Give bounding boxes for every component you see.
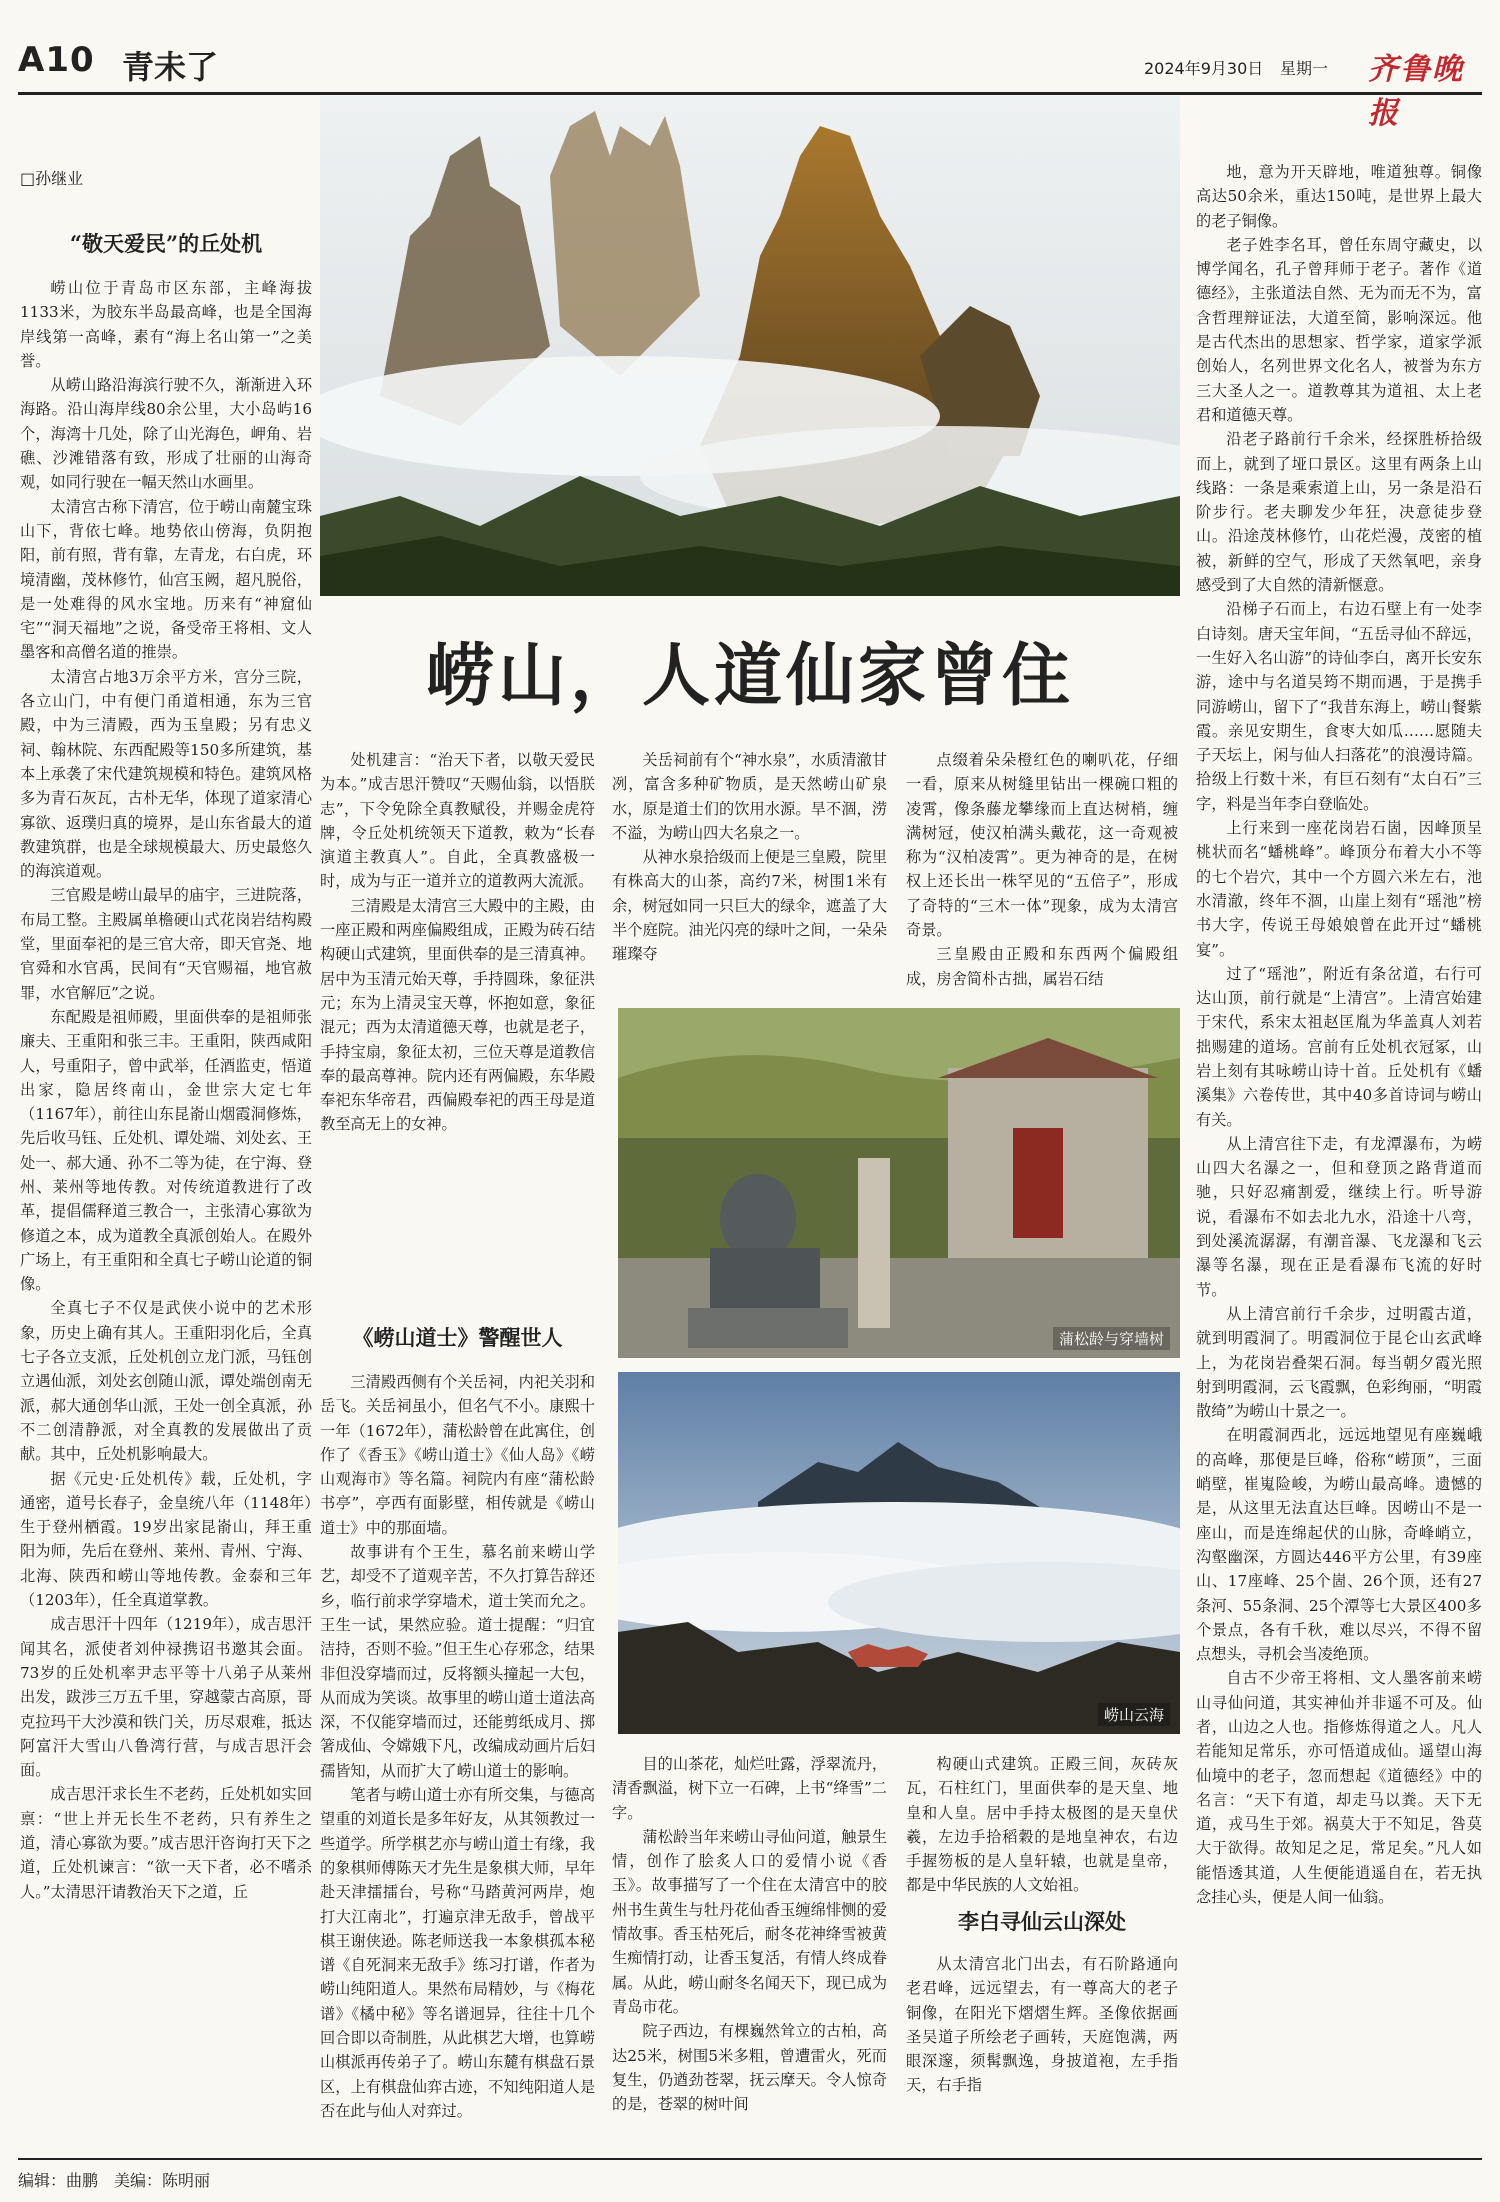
- paragraph: 三官殿是崂山最早的庙宇，三进院落，布局工整。主殿属单檐硬山式花岗岩结构殿堂，里面奉祀的是三官大帝，即天官尧、地官舜和水官禹，民间有“天官赐福，地官赦罪，水官解厄”之说。: [20, 886, 312, 1002]
- paragraph: 关岳祠前有个“神水泉”，水质清澈甘冽，富含多种矿物质，是天然崂山矿泉水，原是道士们的饮用水源。旱不涸，涝不溢，为崂山四大名泉之一。: [612, 751, 887, 842]
- paragraph: 成吉思汗十四年（1219年），成吉思汗闻其名，派使者刘仲禄携诏书邀其会面。73岁的丘处机率尹志平等十八弟子从莱州出发，跋涉三万五千里，穿越蒙古高原，哥克拉玛干大沙漠和铁门关，历尽艰难，抵达阿富汗大雪山八鲁湾行营，与成吉思汗会面。: [20, 1615, 312, 1780]
- section-heading-qiuchuji: “敬天爱民”的丘处机: [69, 231, 263, 256]
- column-2b-text: [320, 1370, 595, 2148]
- masthead-logo: 齐鲁晚报: [1368, 52, 1464, 131]
- caption-temple: 蒲松龄与穿墙树: [1053, 1327, 1170, 1350]
- issue-weekday: 星期一: [1280, 59, 1329, 78]
- editor-credits: 编辑：曲鹏 美编：陈明丽: [18, 2171, 211, 2190]
- paragraph: 上行来到一座花岗岩石崮，因峰顶呈桃状而名“蟠桃峰”。峰顶分布着大小不等的七个岩穴，其中一个方圆六米左右，池水清澈，终年不涸，山崖上刻有“瑶池”榜书大字，传说王母娘娘曾在此开过“蟠桃宴”。: [1196, 819, 1482, 959]
- paragraph: 东配殿是祖师殿，里面供奉的是祖师张廉夫、王重阳和张三丰。王重阳，陕西咸阳人，号重阳子，曾中武举，任酒监吏，悟道出家，隐居终南山，金世宗大定七年（1167年），前往山东昆嵛山烟霞洞修炼，先后收马钰、丘处机、谭处端、刘处玄、王处一、郝大通、孙不二等为徒，在宁海、登州、莱州等地传教。对传统道教进行了改革，提倡儒释道三教合一，主张清心寡欲为修道之本，成为道教全真派创始人。在殿外广场上，有王重阳和全真七子崂山论道的铜像。: [20, 1007, 312, 1294]
- sea-of-clouds-illustration: [618, 1372, 1180, 1734]
- column-6b-text: [906, 1952, 1178, 2148]
- paragraph: 太清宫占地3万余平方米，宫分三院，各立山门，中有便门甬道相通，东为三官殿，中为三清殿，西为玉皇殿；另有忠义祠、翰林院、东西配殿等150多所建筑，基本上承袭了宋代建筑规模和特色。建筑风格多为青石灰瓦，古朴无华，体现了道家清心寡欲、返璞归真的境界，是山东省最大的道教建筑群，也是全球规模最大、历史最悠久的海滨道观。: [20, 667, 312, 881]
- paragraph: 笔者与崂山道士亦有所交集，与德高望重的刘道长是多年好友，从其领教过一些道学。所学棋艺亦与崂山道士有缘，我的象棋师傅陈天才先生是象棋大师，早年赴天津擂擂台，号称“马踏黄河两岸，炮打大江南北”，打遍京津无敌手，曾战平棋王谢侠逊。陈老师送我一本象棋孤本秘谱《自死洞来无敌手》练习打谱，作者为崂山纯阳道人。果然布局精妙，与《梅花谱》《橘中秘》等名谱迥异，往往十几个回合即以奇制胜，从此棋艺大增，也算崂山棋派再传弟子了。崂山东麓有棋盘石景区，上有棋盘仙弈古迹，不知纯阳道人是否在此与仙人对弈过。: [320, 1786, 595, 2120]
- paragraph: 沿梯子石而上，右边石壁上有一处李白诗刻。唐天宝年间，“五岳寻仙不辞远，一生好入名山游”的诗仙李白，离开长安东游，途中与名道吴筠不期而遇，于是携手同游崂山，留下了“我昔东海上，崂山餐紫霞。亲见安期生，食枣大如瓜……愿随夫子天坛上，闲与仙人扫落花”的浪漫诗篇。拾级上行数十米，有巨石刻有“太白石”三字，料是当年李白登临处。: [1196, 600, 1482, 813]
- article-headline: 崂山，人道仙家曾住: [425, 636, 1074, 716]
- section-heading-libai: 李白寻仙云山深处: [958, 1909, 1126, 1934]
- column-7-text: [1196, 160, 1482, 2148]
- column-5-text: [612, 1752, 887, 2148]
- paragraph: 故事讲有个王生，慕名前来崂山学艺，却受不了道观辛苦，不久打算告辞还乡，临行前求学穿墙术，道士笑而允之。王生一试，果然应验。道士提醒：“归宜洁持，否则不验。”但王生心存邪念，结果非但没穿墙而过，反将额头撞起一大包，从而成为笑谈。故事里的崂山道士道法高深，不仅能穿墙而过，还能剪纸成月、掷箸成仙、令嫦娥下凡，改编成动画片后妇孺皆知，从而扩大了崂山道士的影响。: [320, 1543, 595, 1780]
- column-3-text: [612, 748, 887, 1004]
- paragraph: 从崂山路沿海滨行驶不久，渐渐进入环海路。沿山海岸线80余公里，大小岛屿16个，海湾十几处，除了山光海色，岬角、岩礁、沙滩错落有致，形成了壮丽的山海奇观，如同行驶在一幅天然山水画里。: [20, 376, 312, 492]
- mountain-peaks-illustration: [320, 96, 1180, 596]
- paragraph: 蒲松龄当年来崂山寻仙问道，触景生情，创作了脍炙人口的爱情小说《香玉》。故事描写了一个住在太清宫中的胶州书生黄生与牡丹花仙香玉缠绵悱恻的爱情故事。香玉枯死后，耐冬花神绛雪被黄生痴情打动，让香玉复活，有情人终成眷属。从此，崂山耐冬名闻天下，现已成为青岛市花。: [612, 1827, 887, 2016]
- paragraph: 过了“瑶池”，附近有条岔道，右行可达山顶，前行就是“上清宫”。上清宫始建于宋代，系宋太祖赵匡胤为华盖真人刘若拙赐建的道场。宫前有丘处机衣冠冢，山岩上刻有其咏崂山诗十首。丘处机有《蟠溪集》六卷传世，其中40多首诗词与崂山有关。: [1196, 964, 1482, 1129]
- paragraph: 从上清宫前行千余步，过明霞古道，就到明霞洞了。明霞洞位于昆仑山玄武峰上，为花岗岩叠架石洞。每当朝夕霞光照射到明霞洞，云飞霞飘，色彩绚丽，“明霞散绮”为崂山十景之一。: [1196, 1304, 1482, 1421]
- author-byline: □孙继业: [20, 169, 84, 188]
- photo-sea-of-clouds: [618, 1372, 1180, 1734]
- paragraph: 构硬山式建筑。正殿三间，灰砖灰瓦，石柱红门，里面供奉的是天皇、地皇和人皇。居中手持太极图的是天皇伏羲，左边手拾稻穀的是地皇神农，右边手握笏板的是人皇轩辕，也就是皇帝，都是中华民族的人文始祖。: [906, 1755, 1178, 1895]
- paragraph: 全真七子不仅是武侠小说中的艺术形象，历史上确有其人。王重阳羽化后，全真七子各立支派，丘处机创立龙门派，马钰创立遇仙派，刘处玄创随山派，谭处端创南无派，郝大通创华山派，王处一创全真派，孙不二创清静派，对全真教的发展做出了贡献。其中，丘处机影响最大。: [20, 1299, 312, 1464]
- paragraph: 据《元史·丘处机传》载，丘处机，字通密，道号长春子，金皇统八年（1148年）生于登州栖霞。19岁出家昆嵛山，拜王重阳为师，先后在登州、莱州、青州、宁海、北海、陕西和崂山等地传教。金泰和三年（1203年），任全真道掌教。: [20, 1469, 312, 1610]
- column-6-text: [906, 1752, 1178, 1898]
- paragraph: 点缀着朵朵橙红色的喇叭花，仔细一看，原来从树缝里钻出一棵碗口粗的凌霄，像条藤龙攀缘而上直达树梢，缠满树冠，使汉柏满头戴花，这一奇观被称为“汉柏凌霄”。更为神奇的是，在树权上还长出一株罕见的“五倍子”，形成了奇特的“三木一体”现象，成为太清宫奇景。: [906, 751, 1178, 940]
- photo-mountain-peaks: [320, 96, 1180, 596]
- column-1-text: [20, 276, 312, 2148]
- page-number: A10: [18, 40, 95, 80]
- column-2-text: [320, 748, 595, 1312]
- paragraph: 三皇殿由正殿和东西两个偏殿组成，房舍简朴古拙，属岩石结: [906, 945, 1178, 988]
- section-title: 青未了: [122, 48, 219, 86]
- paragraph: 成吉思汗求长生不老药，丘处机如实回禀：“世上并无长生不老药，只有养生之道，清心寡欲为要。”成吉思汗咨询打天下之道，丘处机谏言：“欲一天下者，必不嗜杀人。”太清思汗请教治天下之道，丘: [20, 1785, 312, 1901]
- paragraph: 老子姓李名耳，曾任东周守藏史，以博学闻名，孔子曾拜师于老子。著作《道德经》，主张道法自然、无为而无不为，富含哲理辩证法，大道至简，影响深远。他是古代杰出的思想家、哲学家，道家学派创始人，名列世界文化名人，被誉为东方三大圣人之一。道教尊其为道祖、太上老君和道德天尊。: [1196, 235, 1482, 424]
- paragraph: 在明霞洞西北，远远地望见有座巍峨的高峰，那便是巨峰，俗称“崂顶”，三面峭壁，崔嵬险峻，为崂山最高峰。遗憾的是，从这里无法直达巨峰。因崂山不是一座山，而是连绵起伏的山脉，奇峰峭立，沟壑幽深，方圆达446平方公里，有39座山、17座峰、25个崮、26个顶，还有27条河、55条洞、25个潭等七大景区400多个景点，各有千秋，难以尽兴，不得不留点想头，寻机会当凌绝顶。: [1196, 1426, 1482, 1664]
- paragraph: 从神水泉拾级而上便是三皇殿，院里有株高大的山茶，高约7米，树围1米有余，树冠如同一只巨大的绿伞，遮盖了大半个庭院。油光闪亮的绿叶之间，一朵朵璀璨夺: [612, 848, 887, 964]
- paragraph: 院子西边，有棵巍然耸立的古柏，高达25米，树围5米多粗，曾遭雷火，死而复生，仍遒劲苍翠，抚云摩天。令人惊奇的是，苍翠的树叶间: [612, 2022, 887, 2114]
- footer-rule: [18, 2158, 1482, 2160]
- paragraph: 沿老子路前行千余米，经探胜桥拾级而上，就到了垭口景区。这里有两条上山线路：一条是乘索道上山，另一条是沿石阶步行。老夫聊发少年狂，决意徒步登山。沿途茂林修竹，山花烂漫，茂密的植被，新鲜的空气，形成了天然氧吧，亲身感受到了大自然的清新惬意。: [1196, 430, 1482, 595]
- column-4-text: [906, 748, 1178, 1004]
- caption-sea: 崂山云海: [1098, 1703, 1170, 1726]
- paragraph: 从太清宫北门出去，有石阶路通向老君峰，远远望去，有一尊高大的老子铜像，在阳光下熠熠生辉。圣像依据画圣吴道子所绘老子画转，天庭饱满，两眼深邃，须髯飘逸，身披道袍，左手指天，右手指: [906, 1955, 1178, 2095]
- section-heading-laoshan-taoist: 《崂山道士》警醒世人: [352, 1325, 563, 1350]
- paragraph: 处机建言：“治天下者，以敬天爱民为本。”成吉思汗赞叹“天赐仙翁，以悟朕志”，下令免除全真教赋役，并赐金虎符牌，令丘处机统领天下道教，敕为“长春演道主教真人”。自此，全真教盛极一时，成为与正一道并立的道教两大流派。: [320, 751, 595, 891]
- paragraph: 从上清宫往下走，有龙潭瀑布，为崂山四大名瀑之一，但和登顶之路背道而驰，只好忍痛割爱，继续上行。听导游说，看瀑布不如去北九水，沿途十八弯，到处溪流潺潺，有潮音瀑、飞龙瀑和飞云瀑等名瀑，现在正是看瀑布飞流的好时节。: [1196, 1134, 1482, 1299]
- paragraph: 三清殿是太清宫三大殿中的主殿，由一座正殿和两座偏殿组成，正殿为砖石结构硬山式建筑，里面供奉的是三清真神。居中为玉清元始天尊，手持圆珠，象征洪元；东为上清灵宝天尊，怀抱如意，象征混元；西为太清道德天尊，也就是老子，手持宝扇，象征太初，三位天尊是道教信奉的最高尊神。院内还有两偏殿，东华殿奉祀东华帝君，西偏殿奉祀的西王母是道教至高无上的女神。: [320, 896, 595, 1134]
- temple-statue-illustration: [618, 1008, 1180, 1358]
- paragraph: 三清殿西侧有个关岳祠，内祀关羽和岳飞。关岳祠虽小，但名气不小。康熙十一年（1672年），蒲松龄曾在此寓住，创作了《香玉》《崂山道士》《仙人岛》《崂山观海市》等名篇。祠院内有座“蒲松龄书亭”，亭西有面影壁，相传就是《崂山道士》中的那面墙。: [320, 1373, 595, 1537]
- paragraph: 太清宫古称下清宫，位于崂山南麓宝珠山下，背依七峰。地势依山傍海，负阴抱阳，前有照，背有靠，左青龙，右白虎，环境清幽，茂林修竹，仙宫玉阙，超凡脱俗，是一处难得的风水宝地。历来有“神窟仙宅”“洞天福地”之说，备受帝王将相、文人墨客和高僧名道的推崇。: [20, 497, 312, 662]
- paragraph: 目的山茶花，灿烂吐露，浮翠流丹，清香飘溢，树下立一石碑，上书“绛雪”二字。: [612, 1755, 887, 1822]
- photo-temple-statue: [618, 1008, 1180, 1358]
- paragraph: 地，意为开天辟地，唯道独尊。铜像高达50余米，重达150吨，是世界上最大的老子铜像。: [1196, 163, 1482, 230]
- paragraph: 自古不少帝王将相、文人墨客前来崂山寻仙问道，其实神仙并非遥不可及。仙者，山边之人也。指修炼得道之人。凡人若能知足常乐，亦可悟道成仙。遥望山海仙境中的老子，忽而想起《道德经》中的名言：“天下有道，却走马以粪。天下无道，戎马生于郊。祸莫大于不知足，咎莫大于欲得。故知足之足，常足矣。”凡人如能悟透其道，人生便能逍遥自在，若无执念挂心头，便是人间一仙翁。: [1196, 1669, 1482, 1907]
- paragraph: 崂山位于青岛市区东部，主峰海拔1133米，为胶东半岛最高峰，也是全国海岸线第一高峰，素有“海上名山第一”之美誉。: [20, 279, 312, 370]
- page-header: [18, 40, 1482, 131]
- issue-date: 2024年9月30日: [1144, 59, 1264, 78]
- header-rule: [18, 92, 1482, 95]
